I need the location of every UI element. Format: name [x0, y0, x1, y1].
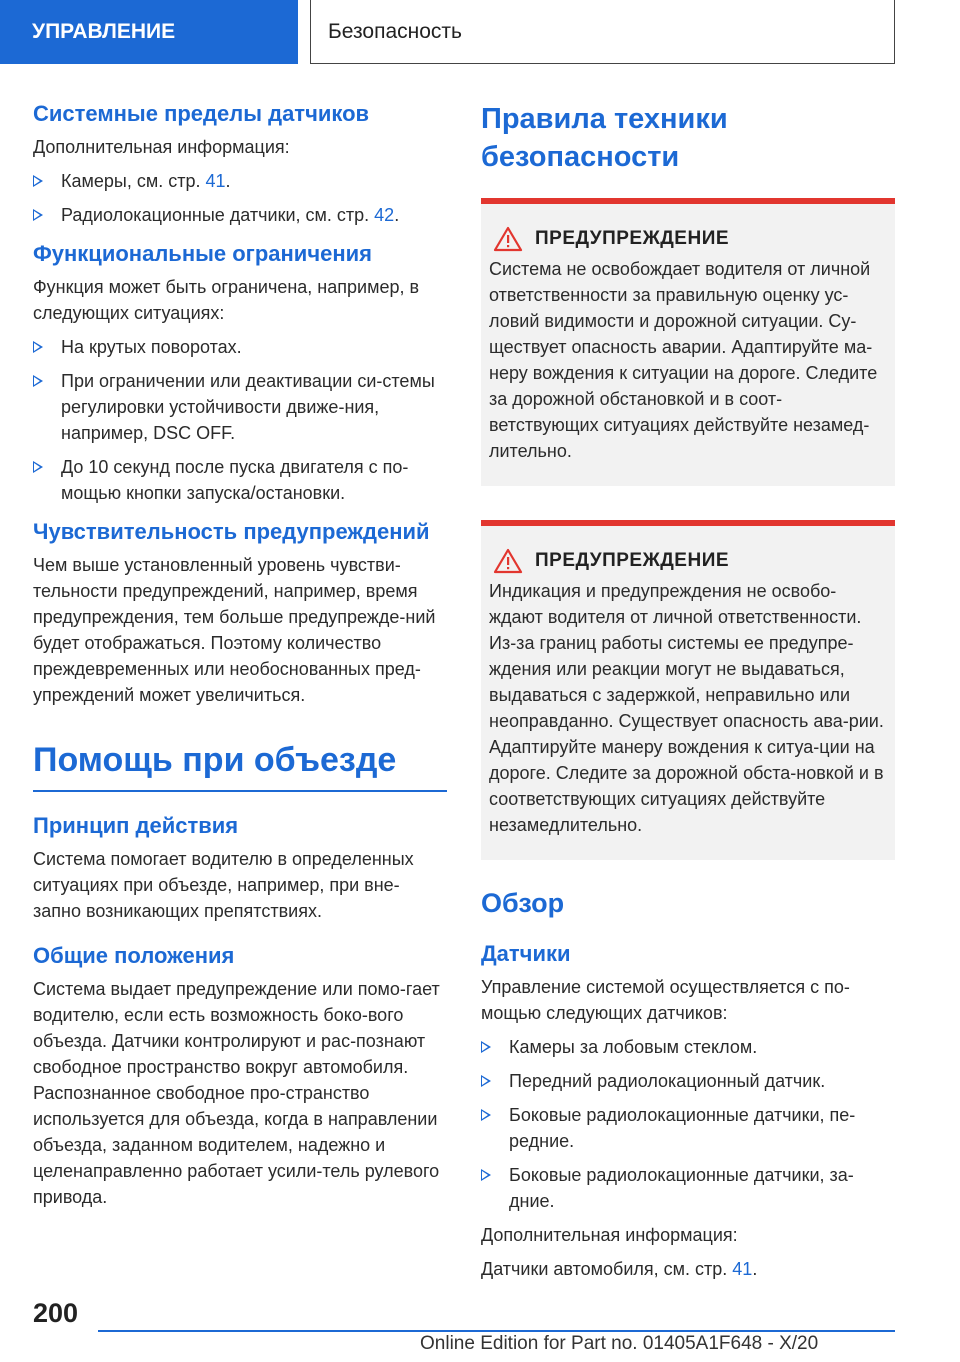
functional-limits-list — [33, 334, 447, 506]
list-item: При ограничении или деактивации си-стемы регулировки устойчивости движе-ния, например, DSC OFF. — [33, 368, 447, 446]
chapter-label: УПРАВЛЕНИЕ — [32, 20, 176, 43]
page-number: 200 — [33, 1298, 79, 1328]
section-title-overview: Обзор — [481, 888, 565, 918]
section-title-sensor-limits: Системные пределы датчиков — [33, 101, 370, 126]
chapter-tab — [0, 0, 298, 64]
section-title-warning-sensitivity: Чувствительность предупреждений — [33, 519, 430, 544]
sensor-limits-list — [33, 168, 447, 228]
chapter-title-evasion-assist: Помощь при объезде — [33, 738, 447, 792]
warning-header — [489, 226, 887, 252]
bullet-triangle-icon — [33, 175, 43, 187]
warning-title: ПРЕДУПРЕЖДЕНИЕ — [535, 550, 730, 571]
list-item: Боковые радиолокационные датчики, за-дние. — [481, 1162, 895, 1214]
section-title-general: Общие положения — [33, 943, 235, 968]
principle-text: Система помогает водителю в определенных ситуациях при объезде, например, при вне-запно возникающих препятствиях. — [33, 849, 414, 921]
list-item: Камеры за лобовым стеклом. — [481, 1034, 895, 1060]
sensors-reference: Датчики автомобиля, см. стр. 41. — [481, 1259, 758, 1279]
warning-header — [489, 548, 887, 574]
list-item: Камеры, см. стр. 41. — [33, 168, 447, 194]
functional-limits-intro: Функция может быть ограничена, например, в следующих ситуациях: — [33, 277, 420, 323]
page-ref-link[interactable]: 41 — [205, 171, 226, 191]
sensors-intro: Управление системой осуществляется с по-мощью следующих датчиков: — [481, 977, 850, 1023]
section-title-sensors: Датчики — [481, 941, 571, 966]
left-column — [33, 100, 447, 1210]
page-ref-link[interactable]: 41 — [732, 1259, 753, 1279]
bullet-triangle-icon — [481, 1109, 491, 1121]
list-item: На крутых поворотах. — [33, 334, 447, 360]
bullet-triangle-icon — [481, 1075, 491, 1087]
bullet-triangle-icon — [33, 375, 43, 387]
list-item: Передний радиолокационный датчик. — [481, 1068, 895, 1094]
bullet-triangle-icon — [33, 209, 43, 221]
warning-triangle-icon — [493, 226, 523, 252]
warning-box-2 — [481, 520, 895, 860]
general-text: Система выдает предупреждение или помо-гает водителю, если есть возможность боко-вого объезда. Датчики контролируют и рас-познают свободное пространство вокруг автомобиля. Распознанное свободное про-странство используется для объезда, когда в направлении объезда, заданном водителем, надежно и целенаправленно работает усили-тель рулевого привода. — [33, 979, 440, 1207]
topic-header — [310, 0, 895, 64]
bullet-triangle-icon — [481, 1041, 491, 1053]
bullet-triangle-icon — [481, 1169, 491, 1181]
warning-sensitivity-text: Чем выше установленный уровень чувстви-тельности предупреждений, например, время предупреждения, тем больше предупрежде-ний будет отображаться. Поэтому количество преждевременных или необоснованных пред-упреждений может увеличиться. — [33, 555, 436, 705]
warning-triangle-icon — [493, 548, 523, 574]
bullet-triangle-icon — [33, 461, 43, 473]
sensors-list — [481, 1034, 895, 1214]
footer-divider — [98, 1330, 895, 1332]
bullet-triangle-icon — [33, 341, 43, 353]
section-title-safety-rules: Правила техники безопасности — [481, 103, 728, 173]
list-item: Радиолокационные датчики, см. стр. 42. — [33, 202, 447, 228]
warning-text: Система не освобождает водителя от личной ответственности за правильную оценку ус-ловий видимости и дорожной ситуации. Су-ществует опасность аварии. Адаптируйте ма-неру вождения к ситуации на дороге. Следите за дорожной обстановкой и в соот-ветствующих ситуациях действуйте незамед-лительно. — [489, 259, 878, 461]
list-item: Боковые радиолокационные датчики, пе-редние. — [481, 1102, 895, 1154]
section-title-functional-limits: Функциональные ограничения — [33, 241, 372, 266]
warning-text: Индикация и предупреждения не освобо-ждают водителя от личной ответственности. Из-за границ работы системы ее предупре-ждения или реакции могут не выдаваться, выдаваться с задержкой, неправильно или неоправданно. Существует опасность ава-рии. Адаптируйте манеру вождения к ситуа-ции на дороге. Следите за дорожной обста-новкой и в соответствующих ситуациях действуйте незамедлительно. — [489, 581, 884, 835]
more-info-label: Дополнительная информация: — [481, 1225, 738, 1245]
section-title-principle: Принцип действия — [33, 813, 239, 838]
warning-title: ПРЕДУПРЕЖДЕНИЕ — [535, 228, 730, 249]
topic-label: Безопасность — [328, 19, 462, 43]
edition-label: Online Edition for Part no. 01405A1F648 - X/20 — [420, 1333, 819, 1354]
right-column — [481, 100, 895, 1282]
sensor-limits-intro: Дополнительная информация: — [33, 137, 290, 157]
list-item: До 10 секунд после пуска двигателя с по-мощью кнопки запуска/остановки. — [33, 454, 447, 506]
page-ref-link[interactable]: 42 — [374, 205, 395, 225]
warning-box-1 — [481, 198, 895, 486]
